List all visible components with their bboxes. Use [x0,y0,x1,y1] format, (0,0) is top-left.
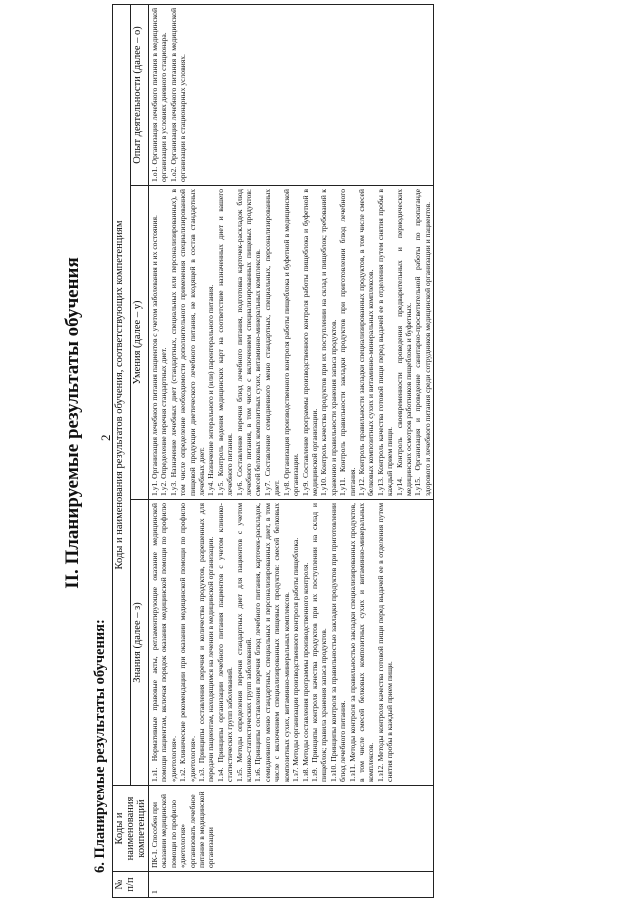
skill-item: 1.у5. Контроль ведения медицинских карт на соответствие назначенных диет и вашего лечебного питания. [215,189,235,496]
skill-item: 1.у6. Составление перечня блюд лечебного питания, подготовка карточек-раскладок блюд лечебного питания, в том числе с включением специализированных пищевых продуктов: смесей белковых композитных сухих, витаминно-минеральных комплексов. [234,189,263,496]
skill-item: 1.у15. Организация и проведение санитарно-просветительной работы по пропаганде здорового и лечебного питания среди сотрудников медицинской организации и пациентов. [413,189,432,496]
table-row [149,4,434,897]
knowledge-item: 1.з12. Методы контроля качества готовой пищи перед выдачей ее в отделения путем снятия пробы в каждый прием пищи. [375,503,395,782]
experience-item: 1.о1. Организация лечебного питания в медицинской организации в условиях дневного стационара. [150,7,169,182]
skill-item: 1.у3. Назначение лечебных диет (стандартных, специальных или персонализированных), в том числе определение необходимости дополнительного применения специализированной пищевой продукции диетического лечебного питания, не входящей в состав стандартных лечебных диет. [168,189,207,496]
table-header-row [113,4,131,897]
skills-cell [149,186,434,500]
knowledge-item: 1.з10. Принципы контроля за правильностью закладки продуктов при приготовлении блюд лечебного питания. [328,503,348,782]
header-knowledge: Знания (далее – з) [131,500,149,786]
skill-item: 1.у7. Составление семидневного меню стандартных, специальных, персонализированных диет. [262,189,282,496]
skill-item: 1.у1. Организация лечебного питания пациентов с учетом заболевания и их состояния. [150,215,159,496]
skill-item: 1.у14. Контроль своевременности проведения предварительных и периодических медицинских осмотров работников пищеблока и буфетных. [394,189,413,496]
skill-item: 1.у2. Определение перечня стандартных диет. [159,347,169,496]
table-subheader-row [131,4,149,897]
competence-cell: ПК-1. Способен при оказании медицинской помощи по профилю «диетология» организовать лечебное питание в медицинской организации [149,786,434,872]
header-experience: Опыт деятельности (далее – о) [131,4,149,185]
knowledge-item: 1.з2. Клинические рекомендации при оказании медицинской помощи по профилю «диетология». [178,503,197,782]
section-heading: II. Планируемые результаты обучения [62,257,83,589]
knowledge-item: 1.з9. Принципы контроля качества продуктов при их поступлении на склад и пищеблок; правила хранения запаса продуктов. [309,503,329,782]
knowledge-item: 1.з6. Принципы составления перечня блюд лечебного питания, карточек-раскладок, семидневного меню стандартных, специальных и персонализированных диет, в том числе с включением специализированных пищевых продуктов: смесей белковых композитных сухих, витаминно-минеральных комплексов. [253,503,291,782]
knowledge-item: 1.з7. Методы организации производственного контроля работы пищеблока. [291,537,301,782]
skill-item: 1.у8. Организация производственного контроля работы пищеблока и буфетной в медицинской организации. [281,189,301,496]
skill-item: 1.у12. Контроль правильности закладки специализированных продуктов, в том числе смесей белковых композитных сухих и витаминно-минеральных комплексов. [356,189,376,496]
skill-item: 1.у11. Контроль правильности закладки продуктов при приготовлении блюд лечебного питания. [338,189,357,496]
skill-item: 1.у10. Контроль качества продуктов при их поступлении на склад и пищеблок; требований к хранению и правильности хранения запаса продуктов. [319,189,338,496]
section-subheading: 6. Планируемые результаты обучения: [92,619,108,873]
knowledge-item: 1.з4. Принципы организации лечебного питания пациентов с учетом клинико-статистических групп заболеваний. [215,503,235,782]
knowledge-item: 1.з11. Методы контроля за правильностью закладки специализированных продуктов, в том числе смесей белковых композитных сухих и витаминно-минеральных комплексов. [347,503,376,782]
knowledge-cell [149,500,434,786]
header-num: № п/п [113,872,149,898]
learning-outcomes-table [112,4,434,898]
row-number: 1 [149,872,434,898]
skill-item: 1.у13. Контроль качества готовой пищи перед выдачей ее в отделения путем снятия пробы в каждый прием пищи. [375,189,395,496]
header-skills: Умения (далее – у) [131,186,149,500]
skill-item: 1.у9. Составление программы производственного контроля работы пищеблока и буфетной в медицинской организации. [300,189,319,496]
experience-item: 1.о2. Организация лечебного питания в медицинской организации в стационарных условиях. [168,7,188,182]
experience-cell [149,4,434,185]
skill-item: 1.у4. Назначение энтерального и (или) парентерального питания. [206,284,216,496]
knowledge-item: 1.з3. Принципы составления перечня и количества продуктов, разрешенных для передачи пациентам, находящимся на лечении в медицинской организации. [197,503,216,782]
page-number: 2 [98,434,113,441]
knowledge-item: 1.з1. Нормативные правовые акты, регламентирующие оказание медицинской помощи пациентам, включая порядок оказания медицинской помощи по профилю «диетология». [150,503,178,782]
knowledge-item: 1.з8. Методы составления программы производственного контроля. [300,562,310,782]
knowledge-item: 1.з5. Методы определения перечня стандартных диет для пациентов с учетом клинико-статистических групп заболеваний. [234,503,254,782]
header-competence-codes: Коды и наименования компетенций [113,786,149,872]
header-outcomes-group: Коды и наименования результатов обучения, соответствующих компетенциям [113,4,131,785]
